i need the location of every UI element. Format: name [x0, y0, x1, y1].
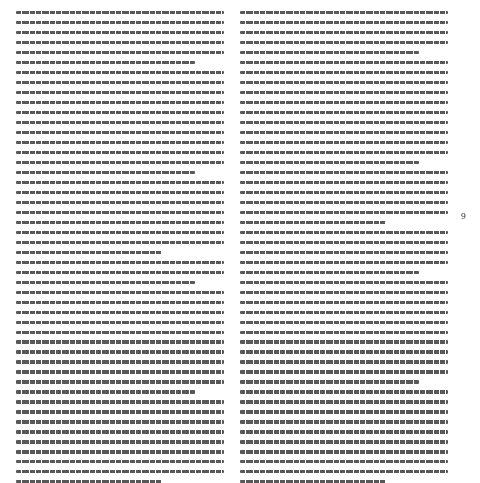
text-line — [240, 291, 448, 294]
text-line — [240, 211, 448, 214]
text-line — [240, 440, 448, 443]
text-line — [240, 201, 448, 204]
text-line — [16, 181, 224, 184]
text-line — [240, 410, 448, 413]
text-line — [240, 171, 448, 174]
text-line — [240, 91, 448, 94]
text-line — [240, 281, 448, 284]
text-line — [240, 380, 419, 383]
text-line — [16, 380, 224, 383]
text-line — [240, 111, 448, 114]
text-line — [240, 181, 448, 184]
right-text-column — [240, 11, 448, 483]
text-line — [240, 251, 448, 254]
text-line — [16, 251, 162, 254]
text-line — [240, 271, 419, 274]
text-line — [16, 161, 224, 164]
text-line — [16, 261, 224, 264]
text-line — [16, 31, 224, 34]
text-line — [240, 420, 448, 423]
text-line — [16, 71, 224, 74]
text-line — [240, 460, 448, 463]
text-line — [16, 241, 224, 244]
text-line — [240, 370, 448, 373]
text-line — [240, 121, 448, 124]
text-line — [240, 261, 448, 264]
left-text-column — [16, 11, 224, 483]
text-line — [240, 41, 448, 44]
page-number: 9 — [460, 212, 466, 221]
text-line — [240, 430, 448, 433]
text-line — [16, 410, 224, 413]
text-line — [240, 11, 448, 14]
text-line — [240, 231, 448, 234]
text-line — [16, 201, 224, 204]
text-line — [16, 221, 224, 224]
text-line — [16, 271, 224, 274]
text-line — [240, 161, 419, 164]
text-line — [240, 390, 448, 393]
text-line — [240, 321, 448, 324]
text-line — [16, 390, 195, 393]
text-line — [240, 221, 386, 224]
text-line — [240, 151, 448, 154]
text-line — [240, 450, 448, 453]
text-line — [16, 350, 224, 353]
text-line — [16, 321, 224, 324]
text-line — [16, 301, 224, 304]
text-line — [240, 311, 448, 314]
text-line — [240, 331, 448, 334]
text-line — [240, 191, 448, 194]
text-line — [16, 121, 224, 124]
text-line — [16, 81, 224, 84]
text-line — [240, 61, 448, 64]
text-line — [16, 101, 224, 104]
text-line — [16, 211, 224, 214]
text-line — [240, 101, 448, 104]
text-line — [16, 420, 224, 423]
text-line — [16, 131, 224, 134]
text-line — [16, 470, 224, 473]
text-line — [16, 460, 224, 463]
text-line — [16, 41, 224, 44]
text-line — [240, 81, 448, 84]
text-line — [16, 11, 224, 14]
text-line — [16, 191, 224, 194]
text-line — [16, 291, 224, 294]
text-line — [16, 91, 224, 94]
text-line — [16, 151, 224, 154]
text-line — [240, 131, 448, 134]
text-line — [16, 430, 224, 433]
text-line — [240, 301, 448, 304]
text-line — [16, 311, 224, 314]
text-line — [16, 51, 224, 54]
text-line — [16, 231, 224, 234]
text-line — [16, 281, 195, 284]
text-line — [240, 350, 448, 353]
text-line — [16, 61, 195, 64]
text-line — [16, 340, 224, 343]
text-line — [16, 21, 224, 24]
text-line — [16, 111, 224, 114]
text-line — [240, 21, 448, 24]
text-line — [16, 360, 224, 363]
text-line — [16, 450, 224, 453]
text-line — [16, 440, 224, 443]
text-line — [240, 71, 448, 74]
text-line — [240, 360, 448, 363]
text-line — [16, 400, 224, 403]
text-line — [240, 51, 419, 54]
text-line — [240, 31, 448, 34]
text-line — [16, 331, 224, 334]
text-line — [16, 370, 224, 373]
text-line — [240, 241, 448, 244]
text-line — [240, 141, 448, 144]
text-line — [16, 141, 224, 144]
text-line — [16, 171, 195, 174]
text-line — [240, 340, 448, 343]
text-line — [240, 400, 448, 403]
text-line — [240, 470, 448, 473]
